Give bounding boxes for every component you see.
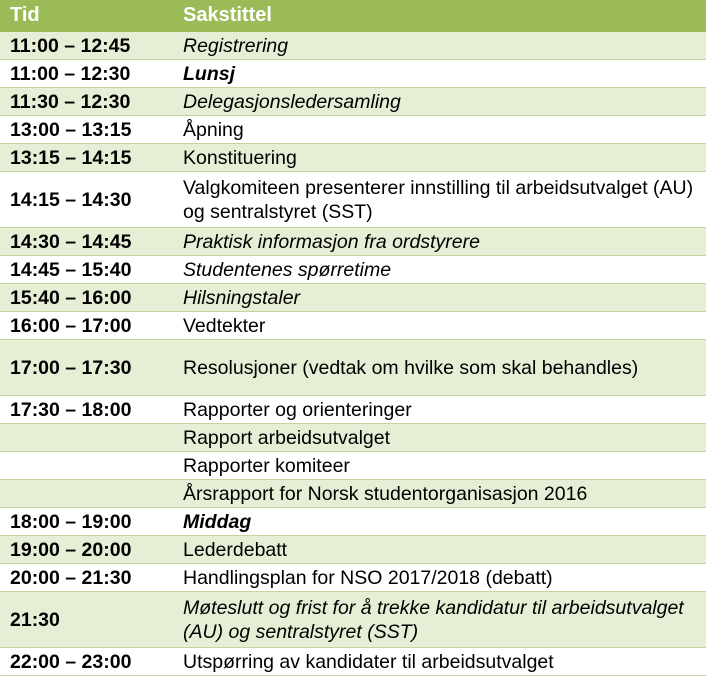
header-time: Tid xyxy=(0,0,173,31)
table-row xyxy=(0,116,706,144)
row-time xyxy=(0,480,173,508)
row-title: Resolusjoner (vedtak om hvilke som skal behandles) xyxy=(173,340,706,396)
row-title: Åpning xyxy=(173,116,706,144)
table-row xyxy=(0,312,706,340)
table-row xyxy=(0,31,706,60)
table-row xyxy=(0,424,706,452)
row-time xyxy=(0,424,173,452)
row-time: 21:30 xyxy=(0,592,173,648)
table-row xyxy=(0,648,706,676)
row-time: 11:30 – 12:30 xyxy=(0,88,173,116)
row-title: Praktisk informasjon fra ordstyrere xyxy=(173,228,706,256)
table-row xyxy=(0,172,706,228)
row-title: Rapporter og orienteringer xyxy=(173,396,706,424)
table-row xyxy=(0,340,706,396)
row-time: 16:00 – 17:00 xyxy=(0,312,173,340)
row-time: 20:00 – 21:30 xyxy=(0,564,173,592)
row-title: Lunsj xyxy=(173,60,706,88)
table-row xyxy=(0,480,706,508)
row-time: 13:15 – 14:15 xyxy=(0,144,173,172)
table-row xyxy=(0,452,706,480)
row-time: 22:00 – 23:00 xyxy=(0,648,173,676)
row-time: 17:00 – 17:30 xyxy=(0,340,173,396)
table-row xyxy=(0,144,706,172)
header-title: Sakstittel xyxy=(173,0,706,31)
table-row xyxy=(0,508,706,536)
table-row xyxy=(0,228,706,256)
row-title: Møteslutt og frist for å trekke kandidatur til arbeidsutvalget (AU) og sentralstyret (SST) xyxy=(173,592,706,648)
header-row xyxy=(0,0,706,31)
table-row xyxy=(0,536,706,564)
row-time: 13:00 – 13:15 xyxy=(0,116,173,144)
table-row xyxy=(0,60,706,88)
row-title: Årsrapport for Norsk studentorganisasjon 2016 xyxy=(173,480,706,508)
row-title: Konstituering xyxy=(173,144,706,172)
row-time: 14:45 – 15:40 xyxy=(0,256,173,284)
row-title: Studentenes spørretime xyxy=(173,256,706,284)
row-title: Rapporter komiteer xyxy=(173,452,706,480)
row-title: Hilsningstaler xyxy=(173,284,706,312)
table-row xyxy=(0,88,706,116)
row-time: 14:15 – 14:30 xyxy=(0,172,173,228)
row-title: Vedtekter xyxy=(173,312,706,340)
row-title: Delegasjonsledersamling xyxy=(173,88,706,116)
row-time: 17:30 – 18:00 xyxy=(0,396,173,424)
row-title: Lederdebatt xyxy=(173,536,706,564)
table-row xyxy=(0,256,706,284)
table-row xyxy=(0,592,706,648)
table-row xyxy=(0,564,706,592)
row-time: 11:00 – 12:30 xyxy=(0,60,173,88)
row-title: Registrering xyxy=(173,31,706,60)
table-row xyxy=(0,396,706,424)
row-title: Rapport arbeidsutvalget xyxy=(173,424,706,452)
row-time: 19:00 – 20:00 xyxy=(0,536,173,564)
row-time: 15:40 – 16:00 xyxy=(0,284,173,312)
row-title: Utspørring av kandidater til arbeidsutvalget xyxy=(173,648,706,676)
row-title: Middag xyxy=(173,508,706,536)
row-time: 18:00 – 19:00 xyxy=(0,508,173,536)
row-title: Valgkomiteen presenterer innstilling til arbeidsutvalget (AU) og sentralstyret (SST) xyxy=(173,172,706,228)
row-time xyxy=(0,452,173,480)
table-row xyxy=(0,284,706,312)
row-title: Handlingsplan for NSO 2017/2018 (debatt) xyxy=(173,564,706,592)
row-time: 14:30 – 14:45 xyxy=(0,228,173,256)
row-time: 11:00 – 12:45 xyxy=(0,31,173,60)
